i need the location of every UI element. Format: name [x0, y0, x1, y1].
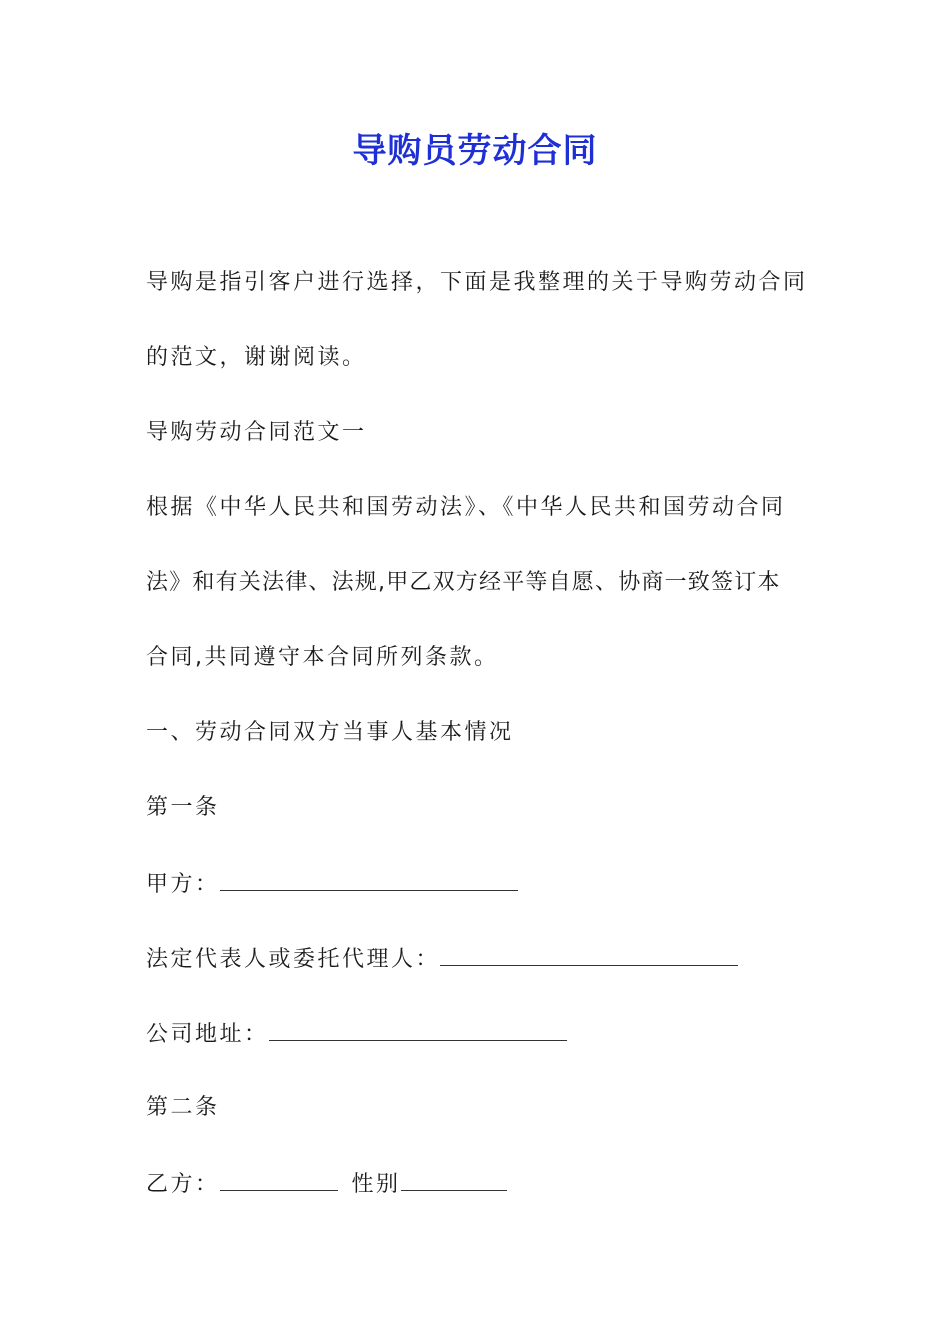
- party-a-row: [146, 868, 816, 900]
- company-address-row: [146, 1018, 816, 1050]
- party-a-label: 甲方：: [146, 872, 220, 897]
- party-b-blank[interactable]: [220, 1168, 338, 1191]
- intro-line-2: 的范文，谢谢阅读。: [146, 345, 367, 370]
- gender-blank[interactable]: [401, 1168, 507, 1191]
- article-1-heading: 第一条: [146, 795, 220, 820]
- paragraph-line-1: 根据《中华人民共和国劳动法》、《中华人民共和国劳动合同: [146, 495, 786, 520]
- party-b-label: 乙方：: [146, 1172, 220, 1197]
- paragraph-line-2: 法》和有关法律、法规,甲乙双方经平等自愿、协商一致签订本: [146, 570, 781, 595]
- legal-rep-label: 法定代表人或委托代理人：: [146, 947, 441, 972]
- legal-rep-row: [146, 943, 816, 975]
- intro-line-1: 导购是指引客户进行选择，下面是我整理的关于导购劳动合同: [146, 270, 808, 295]
- legal-rep-blank[interactable]: [440, 943, 738, 966]
- section-1-heading: 一、劳动合同双方当事人基本情况: [146, 720, 514, 745]
- party-a-blank[interactable]: [220, 868, 518, 891]
- company-address-label: 公司地址：: [146, 1022, 269, 1047]
- sample-heading: 导购劳动合同范文一: [146, 420, 367, 445]
- document-title: 导购员劳动合同: [352, 131, 598, 171]
- company-address-blank[interactable]: [269, 1018, 567, 1041]
- gender-label: 性别: [351, 1172, 401, 1197]
- paragraph-line-3: 合同,共同遵守本合同所列条款。: [146, 645, 499, 670]
- party-b-row: [146, 1168, 816, 1200]
- article-2-heading: 第二条: [146, 1095, 220, 1120]
